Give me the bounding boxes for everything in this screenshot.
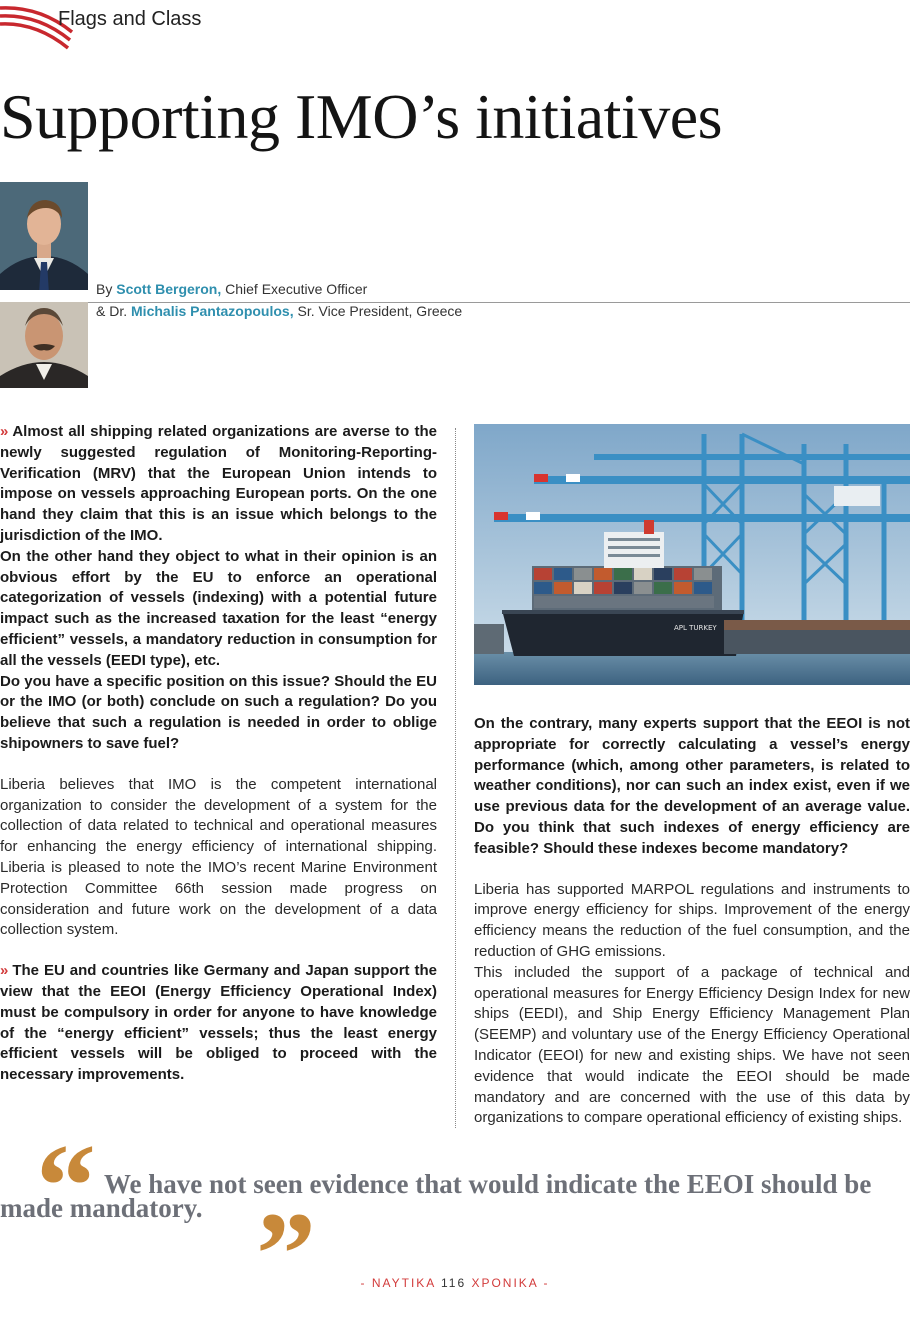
question-2-body: On the contrary, many experts support that the EEOI is not appropriate for correctly calculating a vessel’s energy performance (which, among other parameters, is related to weather conditions), nor can such an index exist, even if we use previous data for the development of an average value. Do you think that such indexes of energy efficiency are feasible? Should these indexes become mandatory? [474,715,910,857]
double-chevron-icon: » [0,423,9,440]
portrait-scott-bergeron [0,182,88,290]
left-column [0,422,437,1086]
answer-2-body: This included the support of a package of technical and operational measures for Energy Efficiency Design Index for new ships (EEDI), and Ship Energy Efficiency Management Plan (SEEMP) and voluntary use of the Energy Efficiency Operational Indicator (EEOI) for new and existing ships. We have not seen evidence that would indicate the EEOI should be made mandatory and are concerned with the use of this data by organizations to compare operational efficiency of existing ships. [474,963,910,1127]
byline-author-2: & Dr. Michalis Pantazopoulos, Sr. Vice President, Greece [96,303,463,319]
question-1-body: On the other hand they object to what in their opinion is an obvious effort by the EU to enforce an operational categorization of vessels (indexing) with a potential future impact such as the increased taxation for the least “energy efficient” vessels, a mandatory reduction in consumption for all the vessels (EEDI type), etc. [0,547,437,669]
page-title: Supporting IMO’s initiatives [0,81,722,152]
right-column [474,714,910,1129]
section-title: Flags and Class [58,8,202,30]
question-1-intro: » Almost all shipping related organizations are averse to the newly suggested regulation of Monitoring-Reporting-Verification (MRV) that the European Union intends to impose on vessels approaching European ports. On the one hand they claim that this is an issue which belongs to the jurisdiction of the IMO. [0,423,437,544]
portrait-michalis-pantazopoulos [0,302,88,388]
container-ship-photo [474,424,910,685]
double-chevron-icon: » [0,962,9,980]
column-divider [455,428,456,1128]
byline-author-1: By Scott Bergeron, Chief Executive Officer [96,281,368,297]
open-quote-icon: “ [36,1119,96,1252]
close-quote-icon: ” [256,1187,316,1320]
answer-2-intro: Liberia has supported MARPOL regulations and instruments to improve energy efficiency for ships. Improvement of the energy efficiency means the reduction of the fuel consumption, and the reduction of GHG emissions. [474,880,910,960]
page-number: 116 [440,1276,467,1290]
hull-name: APL TURKEY [674,624,717,632]
answer-1: Liberia believes that IMO is the competent international organization to consider the development of a system for the collection of data related to technical and operational measures for enhancing the energy efficiency of international shipping. Liberia is pleased to note the IMO’s recent Marine Environment Protection Committee 66th session made progress on consideration and future work on the development of a data collection system. [0,775,437,939]
question-1-ask: Do you have a specific position on this issue? Should the EU or the IMO (or both) conclude on such a regulation? Do you believe that such a regulation is needed in order to oblige shipowners to save fuel? [0,672,437,752]
page-footer: - NAYTIKA 116 XPONIKA - [360,1276,550,1290]
pull-quote: We have not seen evidence that would indicate the EEOI should be made mandatory. [0,1169,872,1223]
question-2-intro: » The EU and countries like Germany and Japan support the view that the EEOI (Energy Efficiency Operational Index) must be compulsory in order for anyone to have knowledge of the “energy efficient” vessels; thus the least energy efficient vessels will be obliged to proceed with the necessary improvements. [0,962,437,1084]
